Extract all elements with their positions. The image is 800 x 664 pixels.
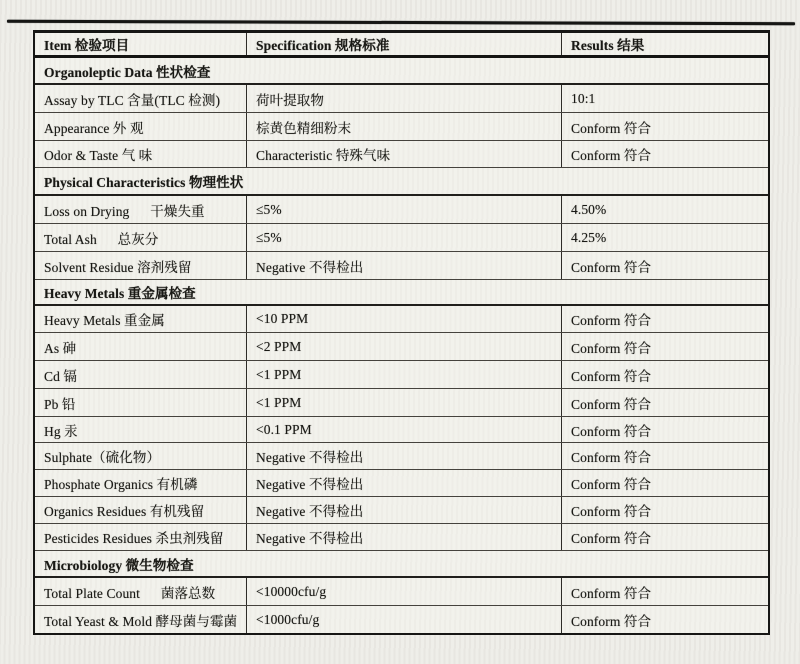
- table-row: [35, 333, 768, 361]
- spec-cell: <0.1 PPM: [247, 417, 562, 442]
- section-label: Organoleptic Data 性状检查: [44, 64, 211, 80]
- item-cell: Cd 镉: [35, 361, 247, 388]
- item-cell: As 砷: [35, 333, 247, 360]
- spec-cell: <1000cfu/g: [247, 606, 562, 633]
- section-row: [35, 58, 768, 85]
- table-row: [35, 85, 768, 113]
- result-cell: Conform 符合: [571, 477, 652, 492]
- item-cell: Hg 汞: [35, 417, 247, 442]
- table-row: [35, 606, 768, 633]
- spec-cell: Negative 不得检出: [247, 524, 562, 550]
- result-cell: Conform 符合: [571, 585, 652, 601]
- item-cell: Assay by TLC 含量(TLC 检测): [35, 85, 247, 112]
- result-cell: Conform 符合: [571, 148, 652, 163]
- spec-cell: Negative 不得检出: [247, 497, 562, 523]
- scan-artifact-line: [7, 20, 795, 25]
- section-label: Microbiology 微生物检查: [44, 557, 194, 573]
- section-row: [35, 280, 768, 306]
- table-row: [35, 443, 768, 470]
- result-cell: 4.25%: [571, 229, 607, 245]
- item-cell: Total Ash 总灰分: [35, 224, 247, 251]
- column-header: Specification 规格标准: [247, 33, 562, 55]
- result-cell: Conform 符合: [571, 613, 652, 629]
- spec-cell: <2 PPM: [247, 333, 562, 360]
- result-cell: 4.50%: [571, 201, 607, 217]
- item-cell: Heavy Metals 重金属: [35, 306, 247, 332]
- spec-cell: ≤5%: [247, 224, 562, 251]
- result-cell: Conform 符合: [571, 396, 652, 412]
- header-row: [35, 33, 768, 58]
- spec-cell: Characteristic 特殊气味: [247, 141, 562, 167]
- result-cell: Conform 符合: [571, 423, 652, 439]
- item-cell: Phosphate Organics 有机磷: [35, 470, 247, 496]
- column-header: Results 结果: [571, 38, 645, 53]
- spec-cell: Negative 不得检出: [247, 470, 562, 496]
- item-cell: Appearance 外 观: [35, 113, 247, 140]
- table-row: [35, 578, 768, 606]
- spec-cell: Negative 不得检出: [247, 443, 562, 469]
- spec-cell: Negative 不得检出: [247, 252, 562, 279]
- item-cell: Solvent Residue 溶剂残留: [35, 252, 247, 279]
- result-cell: Conform 符合: [571, 340, 652, 356]
- table-row: [35, 224, 768, 252]
- item-cell: Total Yeast & Mold 酵母菌与霉菌: [35, 606, 247, 633]
- table-row: [35, 470, 768, 497]
- coa-specification-table: [33, 30, 770, 635]
- item-cell: Organics Residues 有机残留: [35, 497, 247, 523]
- result-cell: Conform 符合: [571, 313, 652, 328]
- item-cell: Loss on Drying 干燥失重: [35, 196, 247, 223]
- result-cell: Conform 符合: [571, 120, 652, 136]
- table-row: [35, 306, 768, 333]
- section-row: [35, 168, 768, 196]
- spec-cell: <10 PPM: [247, 306, 562, 332]
- item-cell: Pb 铅: [35, 389, 247, 416]
- result-cell: Conform 符合: [571, 368, 652, 384]
- spec-cell: 棕黄色精细粉末: [247, 113, 562, 140]
- item-cell: Pesticides Residues 杀虫剂残留: [35, 524, 247, 550]
- result-cell: Conform 符合: [571, 531, 652, 546]
- result-cell: 10:1: [571, 90, 596, 106]
- table-row: [35, 113, 768, 141]
- table-row: [35, 417, 768, 443]
- section-label: Physical Characteristics 物理性状: [44, 175, 244, 190]
- item-cell: Odor & Taste 气 味: [35, 141, 247, 167]
- spec-cell: <1 PPM: [247, 389, 562, 416]
- spec-cell: 荷叶提取物: [247, 85, 562, 112]
- section-label: Heavy Metals 重金属检查: [44, 286, 196, 301]
- table-row: [35, 524, 768, 551]
- result-cell: Conform 符合: [571, 259, 652, 275]
- table-row: [35, 389, 768, 417]
- result-cell: Conform 符合: [571, 504, 652, 519]
- item-cell: Sulphate（硫化物）: [35, 443, 247, 469]
- result-cell: Conform 符合: [571, 450, 652, 465]
- table-row: [35, 252, 768, 280]
- table-row: [35, 497, 768, 524]
- spec-cell: <10000cfu/g: [247, 578, 562, 605]
- spec-cell: <1 PPM: [247, 361, 562, 388]
- section-row: [35, 551, 768, 578]
- item-cell: Total Plate Count 菌落总数: [35, 578, 247, 605]
- table-row: [35, 196, 768, 224]
- table-row: [35, 141, 768, 168]
- table-row: [35, 361, 768, 389]
- column-header: Item 检验项目: [35, 33, 247, 55]
- spec-cell: ≤5%: [247, 196, 562, 223]
